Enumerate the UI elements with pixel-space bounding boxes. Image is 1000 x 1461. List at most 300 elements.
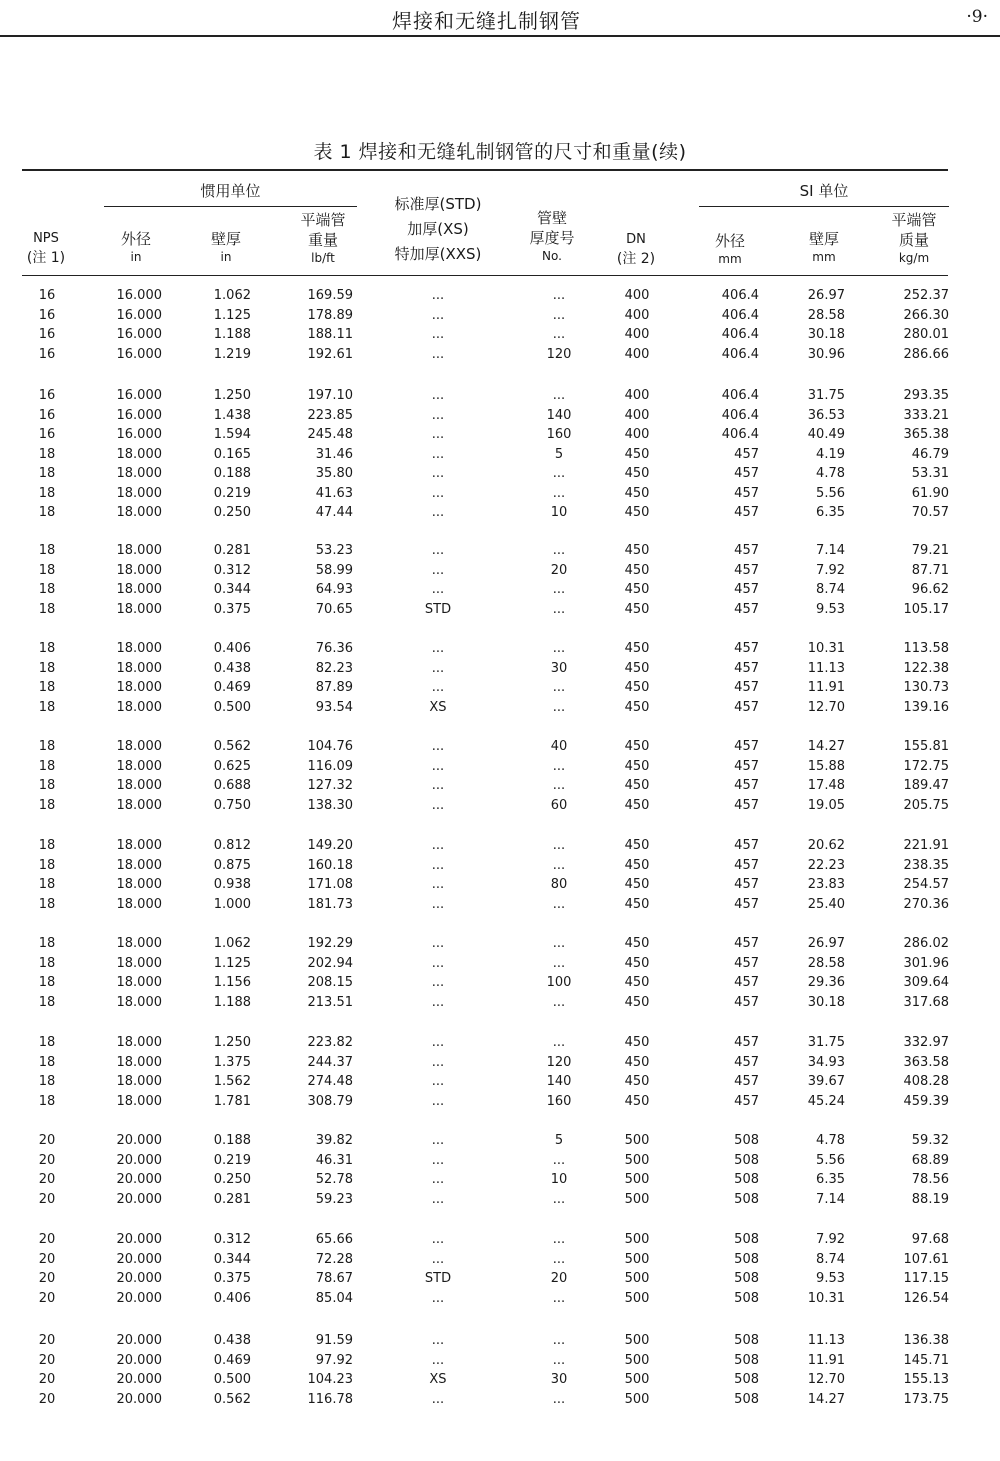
wt-in-cell: 1.250 bbox=[213, 388, 251, 403]
mass-kg-cell: 238.35 bbox=[903, 857, 949, 873]
nps-cell: 20 bbox=[38, 1251, 56, 1267]
wt-mm-label: 壁厚 bbox=[808, 230, 839, 248]
wt-in-cell: 0.438 bbox=[213, 660, 251, 676]
schedule-cell: 5 bbox=[554, 1133, 564, 1148]
dn-cell: 400 bbox=[624, 388, 650, 403]
wt-mm-cell: 45.24 bbox=[807, 1093, 845, 1109]
nps-cell: 18 bbox=[38, 936, 56, 951]
mass-kg-cell: 155.81 bbox=[903, 739, 949, 754]
weight-class-cell: ... bbox=[431, 307, 445, 323]
weight-class-cell: ... bbox=[431, 838, 445, 853]
weight-class-cell: ... bbox=[431, 1152, 445, 1168]
weight-class-cell: STD bbox=[424, 601, 452, 617]
schedule-cell: ... bbox=[552, 388, 566, 403]
nps-cell: 18 bbox=[38, 466, 56, 481]
weight-class-cell: ... bbox=[431, 739, 445, 754]
schedule-cell: ... bbox=[552, 466, 566, 481]
wt-in-cell: 1.125 bbox=[213, 307, 251, 323]
wt-mm-cell: 10.31 bbox=[807, 641, 845, 656]
wt-mm-cell: 17.48 bbox=[807, 778, 845, 793]
wt-in-cell: 1.000 bbox=[213, 896, 251, 912]
mass-kg-cell: 79.21 bbox=[911, 543, 949, 558]
od-in-cell: 18.000 bbox=[116, 1093, 162, 1109]
od-in-cell: 20.000 bbox=[116, 1251, 162, 1267]
weight-lb-cell: 70.65 bbox=[315, 601, 353, 617]
od-mm-cell: 457 bbox=[734, 680, 759, 695]
weight-class-cell: ... bbox=[431, 994, 445, 1010]
dn-cell: 500 bbox=[624, 1391, 650, 1407]
dn-cell: 450 bbox=[624, 660, 650, 676]
weight-lb-cell: 35.80 bbox=[315, 466, 353, 481]
weight-class-cell: ... bbox=[431, 485, 445, 501]
od-in-cell: 18.000 bbox=[116, 601, 162, 617]
od-in-cell: 18.000 bbox=[116, 739, 162, 754]
dn-cell: 500 bbox=[624, 1172, 650, 1187]
wt-mm-cell: 11.13 bbox=[807, 1333, 845, 1348]
wt-mm-cell: 25.40 bbox=[807, 896, 845, 912]
od-in-cell: 18.000 bbox=[116, 994, 162, 1010]
mass-kg-cell: 46.79 bbox=[911, 446, 949, 462]
weight-lb-cell: 192.61 bbox=[307, 346, 353, 362]
od-mm-cell: 457 bbox=[734, 877, 759, 892]
od-in-cell: 20.000 bbox=[116, 1232, 162, 1247]
od-mm-cell: 457 bbox=[734, 699, 759, 715]
mass-kg-cell: 122.38 bbox=[903, 660, 949, 676]
dn-cell: 450 bbox=[624, 1093, 650, 1109]
dn-cell: 450 bbox=[624, 778, 650, 793]
table-title: 表 1 焊接和无缝轧制钢管的尺寸和重量(续) bbox=[313, 141, 687, 163]
dn-cell: 450 bbox=[624, 485, 650, 501]
weight-lb-cell: 127.32 bbox=[307, 778, 353, 793]
schedule-cell: ... bbox=[552, 857, 566, 873]
weight-lb-cell: 87.89 bbox=[315, 680, 353, 695]
od-in-cell: 18.000 bbox=[116, 641, 162, 656]
dn-cell: 450 bbox=[624, 877, 650, 892]
wt-in-cell: 1.594 bbox=[213, 427, 251, 442]
weight-lb-cell: 178.89 bbox=[307, 307, 353, 323]
dn-cell: 450 bbox=[624, 797, 650, 813]
mass-kg-cell: 408.28 bbox=[903, 1074, 949, 1089]
dn-cell: 450 bbox=[624, 543, 650, 558]
mass-kg-cell: 252.37 bbox=[903, 288, 949, 303]
nps-cell: 16 bbox=[38, 346, 56, 362]
wt-in-cell: 0.875 bbox=[213, 857, 251, 873]
weight-lb-cell: 149.20 bbox=[307, 838, 353, 853]
weight-class-cell: ... bbox=[431, 582, 445, 597]
dn-cell: 500 bbox=[624, 1251, 650, 1267]
wt-mm-cell: 28.58 bbox=[807, 307, 845, 323]
od-mm-cell: 406.4 bbox=[721, 427, 759, 442]
wt-in-cell: 0.406 bbox=[213, 641, 251, 656]
od-mm-cell: 457 bbox=[734, 505, 759, 520]
nps-cell: 18 bbox=[38, 601, 56, 617]
wt-in-cell: 0.750 bbox=[213, 797, 251, 813]
dn-cell: 500 bbox=[624, 1191, 650, 1207]
schedule-cell: 160 bbox=[546, 427, 572, 442]
wt-in-cell: 0.375 bbox=[213, 1271, 251, 1286]
mass-kg-cell: 145.71 bbox=[903, 1352, 949, 1368]
schedule-cell: ... bbox=[552, 699, 566, 715]
wt-in-cell: 0.938 bbox=[213, 877, 251, 892]
wt-mm-cell: 28.58 bbox=[807, 955, 845, 971]
dn-cell: 400 bbox=[624, 307, 650, 323]
od-mm-cell: 457 bbox=[734, 896, 759, 912]
mass-kg-cell: 136.38 bbox=[903, 1333, 949, 1348]
weight-class-cell: ... bbox=[431, 1093, 445, 1109]
weight-class-cell: ... bbox=[431, 797, 445, 813]
schedule-cell: 30 bbox=[550, 660, 568, 676]
od-mm-cell: 457 bbox=[734, 1035, 759, 1050]
od-mm-cell: 457 bbox=[734, 1054, 759, 1070]
od-mm-cell: 457 bbox=[734, 543, 759, 558]
weight-class-cell: XS bbox=[429, 699, 447, 715]
dn-cell: 450 bbox=[624, 680, 650, 695]
wt-mm-cell: 30.18 bbox=[807, 327, 845, 342]
weight-lb-cell: 171.08 bbox=[307, 877, 353, 892]
od-mm-cell: 508 bbox=[734, 1172, 759, 1187]
wt-in-cell: 0.344 bbox=[213, 1251, 251, 1267]
od-in-cell: 20.000 bbox=[116, 1372, 162, 1387]
plain-end-weight-line2: 重量 bbox=[307, 231, 338, 249]
dn-cell: 450 bbox=[624, 1074, 650, 1089]
wt-in-cell: 1.562 bbox=[213, 1074, 251, 1089]
mass-kg-cell: 286.66 bbox=[903, 346, 949, 362]
od-in-cell: 18.000 bbox=[116, 1054, 162, 1070]
nps-cell: 16 bbox=[38, 407, 56, 423]
dn-cell: 450 bbox=[624, 505, 650, 520]
od-mm-cell: 457 bbox=[734, 797, 759, 813]
weight-lb-cell: 244.37 bbox=[307, 1054, 353, 1070]
dn-cell: 450 bbox=[624, 838, 650, 853]
dn-cell: 450 bbox=[624, 936, 650, 951]
schedule-line1: 管壁 bbox=[536, 209, 567, 227]
weight-lb-cell: 59.23 bbox=[315, 1191, 353, 1207]
mass-kg-cell: 266.30 bbox=[903, 307, 949, 323]
od-mm-cell: 508 bbox=[734, 1191, 759, 1207]
wt-in-label: 壁厚 bbox=[210, 230, 241, 248]
dn-cell: 450 bbox=[624, 975, 650, 990]
nps-cell: 20 bbox=[38, 1152, 56, 1168]
schedule-cell: ... bbox=[552, 288, 566, 303]
schedule-cell: 160 bbox=[546, 1093, 572, 1109]
od-in-cell: 18.000 bbox=[116, 699, 162, 715]
mass-kg-cell: 97.68 bbox=[911, 1232, 949, 1247]
od-mm-cell: 457 bbox=[734, 1074, 759, 1089]
plain-end-weight-unit: lb/ft bbox=[311, 251, 335, 265]
weight-lb-cell: 192.29 bbox=[307, 936, 353, 951]
weight-lb-cell: 58.99 bbox=[315, 562, 353, 578]
mass-kg-cell: 88.19 bbox=[911, 1191, 949, 1207]
mass-kg-cell: 87.71 bbox=[911, 562, 949, 578]
nps-cell: 18 bbox=[38, 1093, 56, 1109]
si-units-group-header: SI 单位 bbox=[799, 182, 849, 200]
nps-cell: 18 bbox=[38, 955, 56, 971]
wt-in-cell: 1.438 bbox=[213, 407, 251, 423]
schedule-cell: 5 bbox=[554, 446, 564, 462]
plain-end-mass-line1: 平端管 bbox=[891, 211, 937, 229]
od-in-cell: 18.000 bbox=[116, 446, 162, 462]
plain-end-mass-line2: 质量 bbox=[898, 231, 929, 249]
weight-class-cell: ... bbox=[431, 1333, 445, 1348]
od-mm-cell: 406.4 bbox=[721, 327, 759, 342]
wt-in-cell: 0.469 bbox=[213, 680, 251, 695]
dn-cell: 450 bbox=[624, 739, 650, 754]
wt-in-cell: 0.438 bbox=[213, 1333, 251, 1348]
od-in-cell: 18.000 bbox=[116, 660, 162, 676]
wt-in-cell: 0.165 bbox=[213, 446, 251, 462]
mass-kg-cell: 59.32 bbox=[911, 1133, 949, 1148]
wt-in-cell: 0.219 bbox=[213, 1152, 251, 1168]
weight-class-cell: ... bbox=[431, 1133, 445, 1148]
nps-cell: 20 bbox=[38, 1133, 56, 1148]
nps-cell: 20 bbox=[38, 1391, 56, 1407]
od-mm-cell: 457 bbox=[734, 1093, 759, 1109]
dn-cell: 500 bbox=[624, 1133, 650, 1148]
od-mm-cell: 457 bbox=[734, 955, 759, 971]
nps-cell: 16 bbox=[38, 427, 56, 442]
wt-mm-cell: 40.49 bbox=[807, 427, 845, 442]
conventional-units-group-header: 惯用单位 bbox=[200, 182, 261, 200]
weight-lb-cell: 31.46 bbox=[315, 446, 353, 462]
weight-lb-cell: 72.28 bbox=[315, 1251, 353, 1267]
wt-in-cell: 0.250 bbox=[213, 1172, 251, 1187]
od-in-cell: 16.000 bbox=[116, 427, 162, 442]
nps-cell: 18 bbox=[38, 680, 56, 695]
weight-class-cell: ... bbox=[431, 1172, 445, 1187]
od-mm-cell: 457 bbox=[734, 660, 759, 676]
schedule-cell: 140 bbox=[546, 1074, 572, 1089]
mass-kg-cell: 293.35 bbox=[903, 388, 949, 403]
page-number: ·9· bbox=[966, 7, 988, 27]
od-in-cell: 18.000 bbox=[116, 582, 162, 597]
wt-mm-cell: 7.92 bbox=[816, 562, 845, 578]
schedule-cell: 20 bbox=[550, 1271, 568, 1286]
wt-mm-cell: 5.56 bbox=[816, 1152, 845, 1168]
wt-mm-cell: 6.35 bbox=[816, 1172, 845, 1187]
wt-in-cell: 0.250 bbox=[213, 505, 251, 520]
mass-kg-cell: 78.56 bbox=[911, 1172, 949, 1187]
dn-cell: 500 bbox=[624, 1352, 650, 1368]
wt-mm-cell: 4.78 bbox=[816, 1133, 845, 1148]
nps-cell: 18 bbox=[38, 975, 56, 990]
weight-lb-cell: 181.73 bbox=[307, 896, 353, 912]
od-in-label: 外径 bbox=[120, 230, 151, 248]
od-in-cell: 18.000 bbox=[116, 797, 162, 813]
weight-lb-cell: 160.18 bbox=[307, 857, 353, 873]
wt-mm-cell: 11.91 bbox=[807, 680, 845, 695]
mass-kg-cell: 68.89 bbox=[911, 1152, 949, 1168]
nps-cell: 18 bbox=[38, 1035, 56, 1050]
mass-kg-cell: 96.62 bbox=[911, 582, 949, 597]
weight-class-cell: ... bbox=[431, 1251, 445, 1267]
od-in-cell: 16.000 bbox=[116, 407, 162, 423]
schedule-cell: ... bbox=[552, 994, 566, 1010]
od-mm-cell: 508 bbox=[734, 1152, 759, 1168]
wt-mm-cell: 31.75 bbox=[807, 388, 845, 403]
od-mm-cell: 457 bbox=[734, 857, 759, 873]
weight-class-cell: ... bbox=[431, 1054, 445, 1070]
wt-mm-cell: 14.27 bbox=[807, 1391, 845, 1407]
nps-cell: 18 bbox=[38, 446, 56, 462]
nps-cell: 16 bbox=[38, 388, 56, 403]
dn-cell: 400 bbox=[624, 427, 650, 442]
od-mm-cell: 457 bbox=[734, 446, 759, 462]
weight-class-cell: ... bbox=[431, 936, 445, 951]
nps-cell: 18 bbox=[38, 1074, 56, 1089]
schedule-cell: 10 bbox=[550, 1172, 568, 1187]
od-mm-cell: 457 bbox=[734, 994, 759, 1010]
od-in-cell: 18.000 bbox=[116, 838, 162, 853]
weight-class-cell: ... bbox=[431, 562, 445, 578]
weight-lb-cell: 39.82 bbox=[315, 1133, 353, 1148]
od-mm-cell: 508 bbox=[734, 1391, 759, 1407]
dn-cell: 450 bbox=[624, 562, 650, 578]
nps-cell: 18 bbox=[38, 994, 56, 1010]
schedule-cell: 80 bbox=[550, 877, 568, 892]
mass-kg-cell: 113.58 bbox=[903, 641, 949, 656]
wt-mm-cell: 30.18 bbox=[807, 994, 845, 1010]
od-in-cell: 16.000 bbox=[116, 327, 162, 342]
wt-in-cell: 0.562 bbox=[213, 739, 251, 754]
mass-kg-cell: 459.39 bbox=[903, 1093, 949, 1109]
schedule-cell: 100 bbox=[546, 975, 572, 990]
schedule-cell: ... bbox=[552, 601, 566, 617]
weight-lb-cell: 223.82 bbox=[307, 1035, 353, 1050]
weight-class-cell: ... bbox=[431, 1191, 445, 1207]
nps-cell: 16 bbox=[38, 307, 56, 323]
weight-class-cell: ... bbox=[431, 975, 445, 990]
weight-class-cell: ... bbox=[431, 346, 445, 362]
nps-cell: 18 bbox=[38, 582, 56, 597]
wt-mm-cell: 6.35 bbox=[816, 505, 845, 520]
nps-cell: 16 bbox=[38, 327, 56, 342]
od-mm-unit: mm bbox=[718, 252, 742, 266]
mass-kg-cell: 53.31 bbox=[911, 466, 949, 481]
nps-cell: 18 bbox=[38, 543, 56, 558]
wt-in-cell: 0.281 bbox=[213, 1191, 251, 1207]
weight-lb-cell: 213.51 bbox=[307, 994, 353, 1010]
mass-kg-cell: 317.68 bbox=[903, 994, 949, 1010]
schedule-cell: 140 bbox=[546, 407, 572, 423]
od-mm-cell: 508 bbox=[734, 1333, 759, 1348]
wt-mm-cell: 36.53 bbox=[807, 407, 845, 423]
weight-lb-cell: 223.85 bbox=[307, 407, 353, 423]
od-mm-cell: 457 bbox=[734, 466, 759, 481]
schedule-cell: ... bbox=[552, 1152, 566, 1168]
nps-cell: 20 bbox=[38, 1191, 56, 1207]
wt-mm-cell: 7.14 bbox=[816, 543, 845, 558]
wt-in-cell: 0.312 bbox=[213, 1232, 251, 1247]
dn-label: DN bbox=[626, 232, 646, 247]
xs-label: 加厚(XS) bbox=[407, 220, 469, 238]
dn-cell: 450 bbox=[624, 955, 650, 971]
wt-in-cell: 0.188 bbox=[213, 466, 251, 481]
od-in-cell: 16.000 bbox=[116, 346, 162, 362]
weight-class-cell: ... bbox=[431, 388, 445, 403]
mass-kg-cell: 365.38 bbox=[903, 427, 949, 442]
nps-cell: 20 bbox=[38, 1372, 56, 1387]
nps-cell: 18 bbox=[38, 778, 56, 793]
mass-kg-cell: 105.17 bbox=[903, 601, 949, 617]
od-in-cell: 20.000 bbox=[116, 1352, 162, 1368]
schedule-cell: 40 bbox=[550, 739, 568, 754]
od-mm-cell: 508 bbox=[734, 1372, 759, 1387]
weight-lb-cell: 46.31 bbox=[315, 1152, 353, 1168]
od-in-cell: 20.000 bbox=[116, 1333, 162, 1348]
wt-in-cell: 1.250 bbox=[213, 1035, 251, 1050]
wt-mm-cell: 8.74 bbox=[816, 582, 845, 597]
dn-cell: 400 bbox=[624, 327, 650, 342]
weight-lb-cell: 197.10 bbox=[307, 388, 353, 403]
wt-in-cell: 0.344 bbox=[213, 582, 251, 597]
wt-mm-cell: 7.14 bbox=[816, 1191, 845, 1207]
wt-in-unit: in bbox=[220, 250, 232, 264]
wt-mm-unit: mm bbox=[812, 250, 836, 264]
mass-kg-cell: 309.64 bbox=[903, 975, 949, 990]
weight-class-cell: ... bbox=[431, 778, 445, 793]
wt-in-cell: 0.406 bbox=[213, 1290, 251, 1306]
weight-lb-cell: 78.67 bbox=[315, 1271, 353, 1286]
od-in-cell: 18.000 bbox=[116, 758, 162, 774]
nps-cell: 18 bbox=[38, 562, 56, 578]
wt-mm-cell: 23.83 bbox=[807, 877, 845, 892]
dn-cell: 400 bbox=[624, 407, 650, 423]
od-mm-cell: 457 bbox=[734, 758, 759, 774]
od-mm-cell: 508 bbox=[734, 1271, 759, 1286]
dn-cell: 450 bbox=[624, 446, 650, 462]
schedule-cell: ... bbox=[552, 1290, 566, 1306]
weight-class-cell: ... bbox=[431, 1391, 445, 1407]
schedule-cell: 60 bbox=[550, 797, 568, 813]
od-in-cell: 18.000 bbox=[116, 975, 162, 990]
od-mm-cell: 457 bbox=[734, 601, 759, 617]
nps-label: NPS bbox=[33, 231, 59, 246]
weight-lb-cell: 85.04 bbox=[315, 1290, 353, 1306]
mass-kg-cell: 363.58 bbox=[903, 1054, 949, 1070]
od-in-cell: 16.000 bbox=[116, 388, 162, 403]
wt-in-cell: 0.469 bbox=[213, 1352, 251, 1368]
od-in-cell: 16.000 bbox=[116, 288, 162, 303]
mass-kg-cell: 189.47 bbox=[903, 778, 949, 793]
mass-kg-cell: 172.75 bbox=[903, 758, 949, 774]
schedule-cell: ... bbox=[552, 1035, 566, 1050]
wt-in-cell: 1.125 bbox=[213, 955, 251, 971]
od-in-cell: 20.000 bbox=[116, 1133, 162, 1148]
weight-lb-cell: 308.79 bbox=[307, 1093, 353, 1109]
od-mm-cell: 508 bbox=[734, 1133, 759, 1148]
wt-mm-cell: 11.91 bbox=[807, 1352, 845, 1368]
nps-cell: 18 bbox=[38, 857, 56, 873]
schedule-cell: ... bbox=[552, 543, 566, 558]
schedule-line2: 厚度号 bbox=[529, 229, 575, 247]
schedule-cell: ... bbox=[552, 1191, 566, 1207]
schedule-cell: ... bbox=[552, 1352, 566, 1368]
weight-class-cell: ... bbox=[431, 955, 445, 971]
schedule-cell: ... bbox=[552, 680, 566, 695]
dn-cell: 450 bbox=[624, 699, 650, 715]
weight-lb-cell: 64.93 bbox=[315, 582, 353, 597]
nps-cell: 20 bbox=[38, 1172, 56, 1187]
dn-note: (注 2) bbox=[616, 251, 656, 267]
weight-class-cell: ... bbox=[431, 758, 445, 774]
wt-in-cell: 1.375 bbox=[213, 1054, 251, 1070]
schedule-cell: 120 bbox=[546, 346, 572, 362]
schedule-cell: ... bbox=[552, 936, 566, 951]
weight-class-cell: ... bbox=[431, 505, 445, 520]
od-in-cell: 18.000 bbox=[116, 778, 162, 793]
weight-class-cell: XS bbox=[429, 1372, 447, 1387]
weight-class-cell: ... bbox=[431, 1232, 445, 1247]
